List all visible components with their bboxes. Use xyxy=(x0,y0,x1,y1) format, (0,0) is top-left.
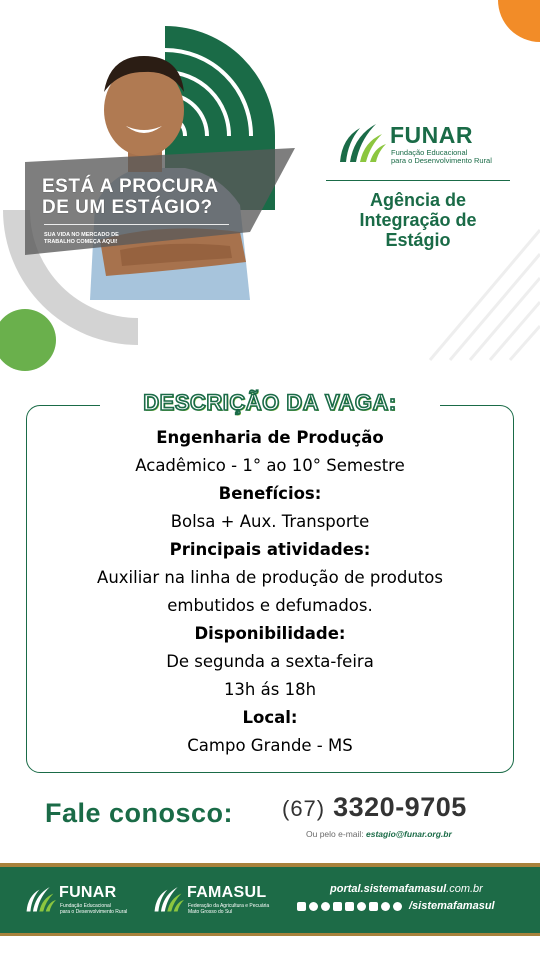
agency-line-1: Agência de xyxy=(369,190,467,210)
linkedin-icon[interactable] xyxy=(333,902,342,911)
portal-link-bold: portal.sistemafamasul xyxy=(330,883,447,895)
agency-line-2: Integração de xyxy=(359,210,477,230)
brand-name: FUNAR xyxy=(390,122,473,148)
spotify-icon[interactable] xyxy=(381,902,390,911)
contact-label: Fale conosco: xyxy=(45,798,234,828)
phone-number[interactable] xyxy=(282,792,467,823)
footer-funar-subtitle xyxy=(60,903,160,915)
twitter-icon[interactable] xyxy=(321,902,330,911)
footer-famasul-leaf-icon xyxy=(152,883,184,913)
funar-leaf-icon xyxy=(336,118,386,164)
hero-subline: SUA VIDA NO MERCADO DE TRABALHO COMEÇA AQUI! xyxy=(44,232,119,245)
description-heading: Principais atividades: xyxy=(169,540,371,559)
headline-line-2: DE UM ESTÁGIO? xyxy=(42,197,213,218)
agency-title xyxy=(326,190,510,250)
brand-subtitle xyxy=(391,149,492,165)
brand-subtitle-line-2: para o Desenvolvimento Rural xyxy=(391,156,492,165)
footer-bottom-stripe xyxy=(0,933,540,936)
description-heading: Engenharia de Produção xyxy=(156,428,384,447)
email-prefix: Ou pelo e-mail: xyxy=(306,829,364,839)
facebook-icon[interactable] xyxy=(297,902,306,911)
footer-funar-name: FUNAR xyxy=(59,884,117,901)
headline-divider xyxy=(44,224,229,225)
green-circle-shape xyxy=(0,309,56,371)
email-icon[interactable] xyxy=(369,902,378,911)
description-text: De segunda a sexta-feira xyxy=(166,652,374,671)
portal-link-domain: .com.br xyxy=(446,883,483,895)
agency-line-3: Estágio xyxy=(385,230,451,250)
website-icon[interactable] xyxy=(357,902,366,911)
social-icons-row xyxy=(297,900,495,912)
footer-funar-sub-2: para o Desenvolvimento Rural xyxy=(60,909,128,915)
footer-famasul-subtitle xyxy=(188,903,298,915)
email-link[interactable]: estagio@funar.org.br xyxy=(366,829,452,839)
description-heading: Disponibilidade: xyxy=(194,624,346,643)
phone-area-code: (67) xyxy=(282,796,326,821)
instagram-icon[interactable] xyxy=(309,902,318,911)
funar-logo xyxy=(336,118,516,168)
footer-funar-leaf-icon xyxy=(24,883,56,913)
email-line xyxy=(306,829,452,839)
footer-famasul-sub-2: Mato Grosso do Sul xyxy=(188,909,233,915)
phone-digits: 3320-9705 xyxy=(333,792,467,822)
youtube-icon[interactable] xyxy=(345,902,354,911)
description-text: Acadêmico - 1° ao 10° Semestre xyxy=(135,456,405,475)
hero-headline xyxy=(42,176,252,218)
description-text: Auxiliar na linha de produção de produtos xyxy=(97,568,443,587)
description-text: embutidos e defumados. xyxy=(167,596,373,615)
description-title: DESCRIÇÃO DA VAGA: xyxy=(100,390,440,416)
description-heading: Benefícios: xyxy=(218,484,322,503)
orange-corner-shape xyxy=(498,0,540,42)
footer-famasul-name: FAMASUL xyxy=(187,884,267,901)
footer-famasul-sub-1: Federação da Agricultura e Pecuária xyxy=(188,903,270,909)
footer-funar-sub-1: Fundação Educacional xyxy=(60,903,111,909)
description-heading: Local: xyxy=(242,708,298,727)
description-text: 13h ás 18h xyxy=(223,680,317,699)
social-handle: /sistemafamasul xyxy=(409,900,495,912)
brand-subtitle-line-1: Fundação Educacional xyxy=(391,148,468,157)
description-text: Bolsa + Aux. Transporte xyxy=(170,512,370,531)
job-description-content xyxy=(26,424,514,760)
brand-divider xyxy=(326,180,510,181)
portal-link[interactable] xyxy=(330,883,483,895)
description-text: Campo Grande - MS xyxy=(187,736,353,755)
headline-line-1: ESTÁ A PROCURA xyxy=(42,176,219,197)
podcast-icon[interactable] xyxy=(393,902,402,911)
